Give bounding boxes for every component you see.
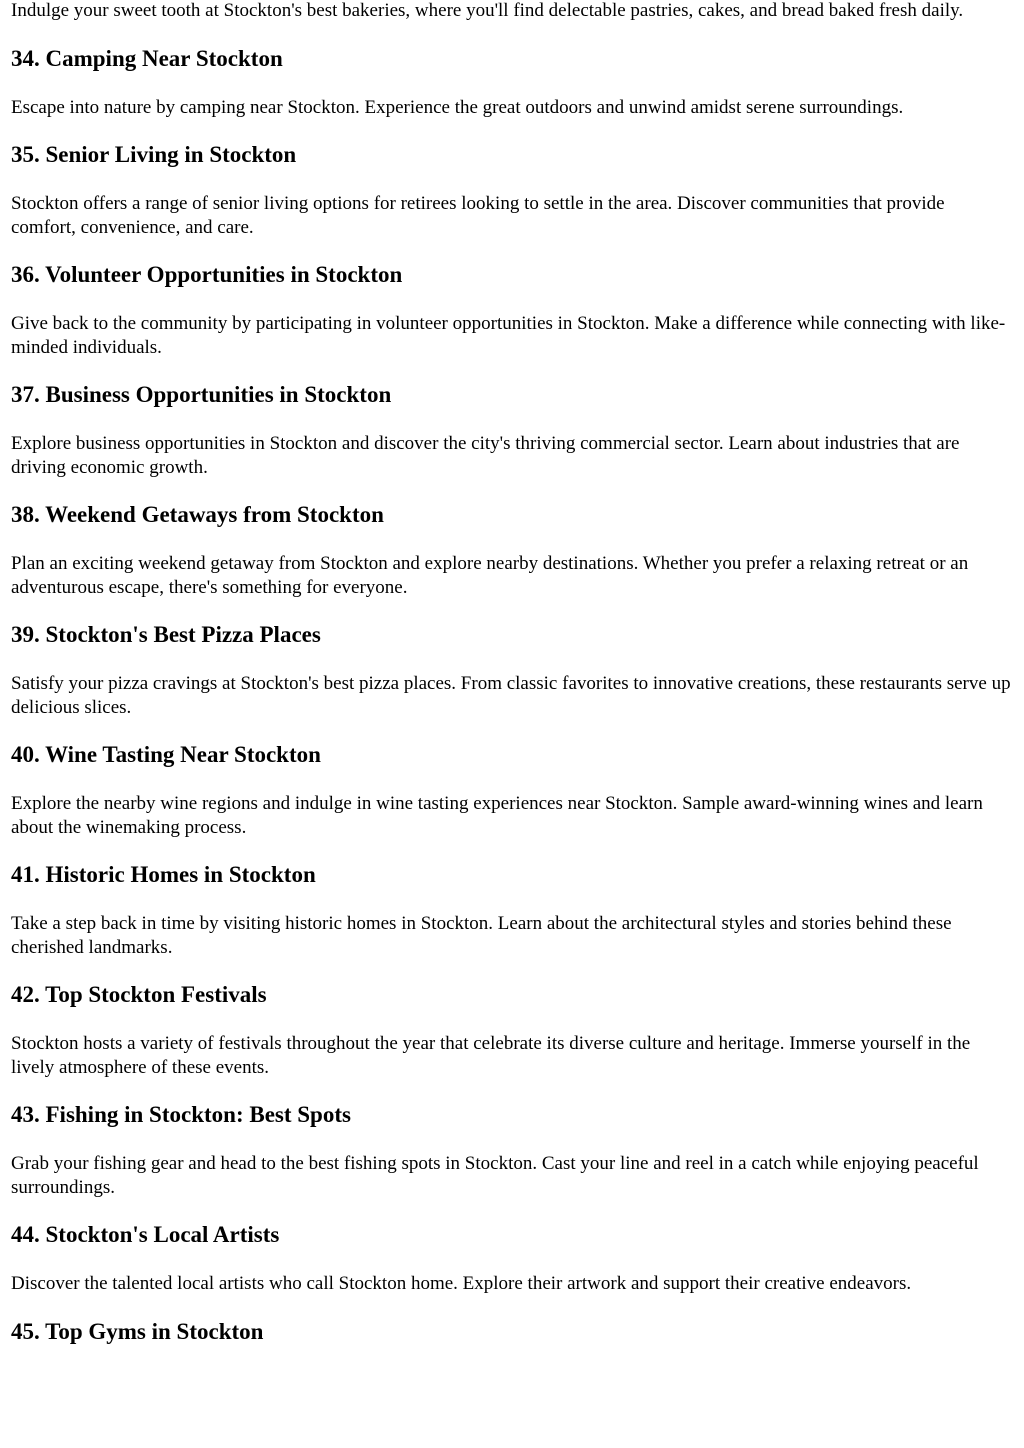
section-body-41: Take a step back in time by visiting historic homes in Stockton. Learn about the architectural styles and stories behind these cherished landmarks.: [11, 913, 952, 958]
section-heading-42: 42. Top Stockton Festivals: [11, 982, 267, 1007]
section-body-39: Satisfy your pizza cravings at Stockton's best pizza places. From classic favorites to innovative creations, these restaurants serve up delicious slices.: [11, 673, 1011, 718]
section-heading-44: 44. Stockton's Local Artists: [11, 1222, 280, 1247]
section-body-38: Plan an exciting weekend getaway from Stockton and explore nearby destinations. Whether you prefer a relaxing retreat or an adventurous escape, there's something for everyone.: [11, 553, 969, 598]
section-heading-37: 37. Business Opportunities in Stockton: [11, 382, 392, 407]
section-body-34: Escape into nature by camping near Stockton. Experience the great outdoors and unwind amidst serene surroundings.: [11, 96, 904, 118]
section-body-40: Explore the nearby wine regions and indulge in wine tasting experiences near Stockton. Sample award-winning wines and learn about the winemaking process.: [11, 793, 983, 838]
section-heading-39: 39. Stockton's Best Pizza Places: [11, 622, 321, 647]
section-body-44: Discover the talented local artists who call Stockton home. Explore their artwork and support their creative endeavors.: [11, 1273, 912, 1294]
section-heading-36: 36. Volunteer Opportunities in Stockton: [11, 262, 403, 287]
section-body-42: Stockton hosts a variety of festivals throughout the year that celebrate its diverse culture and heritage. Immerse yourself in the lively atmosphere of these events.: [11, 1033, 971, 1078]
section-heading-43: 43. Fishing in Stockton: Best Spots: [11, 1102, 351, 1127]
section-heading-35: 35. Senior Living in Stockton: [11, 142, 297, 167]
section-body-35: Stockton offers a range of senior living options for retirees looking to settle in the area. Discover communities that provide comfort, convenience, and care.: [11, 193, 945, 238]
section-body-36: Give back to the community by participating in volunteer opportunities in Stockton. Make a difference while connecting with like-minded individuals.: [11, 313, 1006, 358]
section-heading-38: 38. Weekend Getaways from Stockton: [11, 502, 384, 527]
section-body-37: Explore business opportunities in Stockton and discover the city's thriving commercial sector. Learn about industries that are driving economic growth.: [11, 433, 960, 478]
article-content: [11, 0, 1014, 1369]
section-heading-40: 40. Wine Tasting Near Stockton: [11, 742, 321, 767]
section-heading-34: 34. Camping Near Stockton: [11, 45, 283, 71]
section-heading-45: 45. Top Gyms in Stockton: [11, 1318, 264, 1344]
intro-paragraph: Indulge your sweet tooth at Stockton's best bakeries, where you'll find delectable pastries, cakes, and bread baked fresh daily.: [11, 0, 964, 21]
section-heading-41: 41. Historic Homes in Stockton: [11, 862, 316, 887]
section-body-43: Grab your fishing gear and head to the best fishing spots in Stockton. Cast your line and reel in a catch while enjoying peaceful surroundings.: [11, 1153, 979, 1198]
